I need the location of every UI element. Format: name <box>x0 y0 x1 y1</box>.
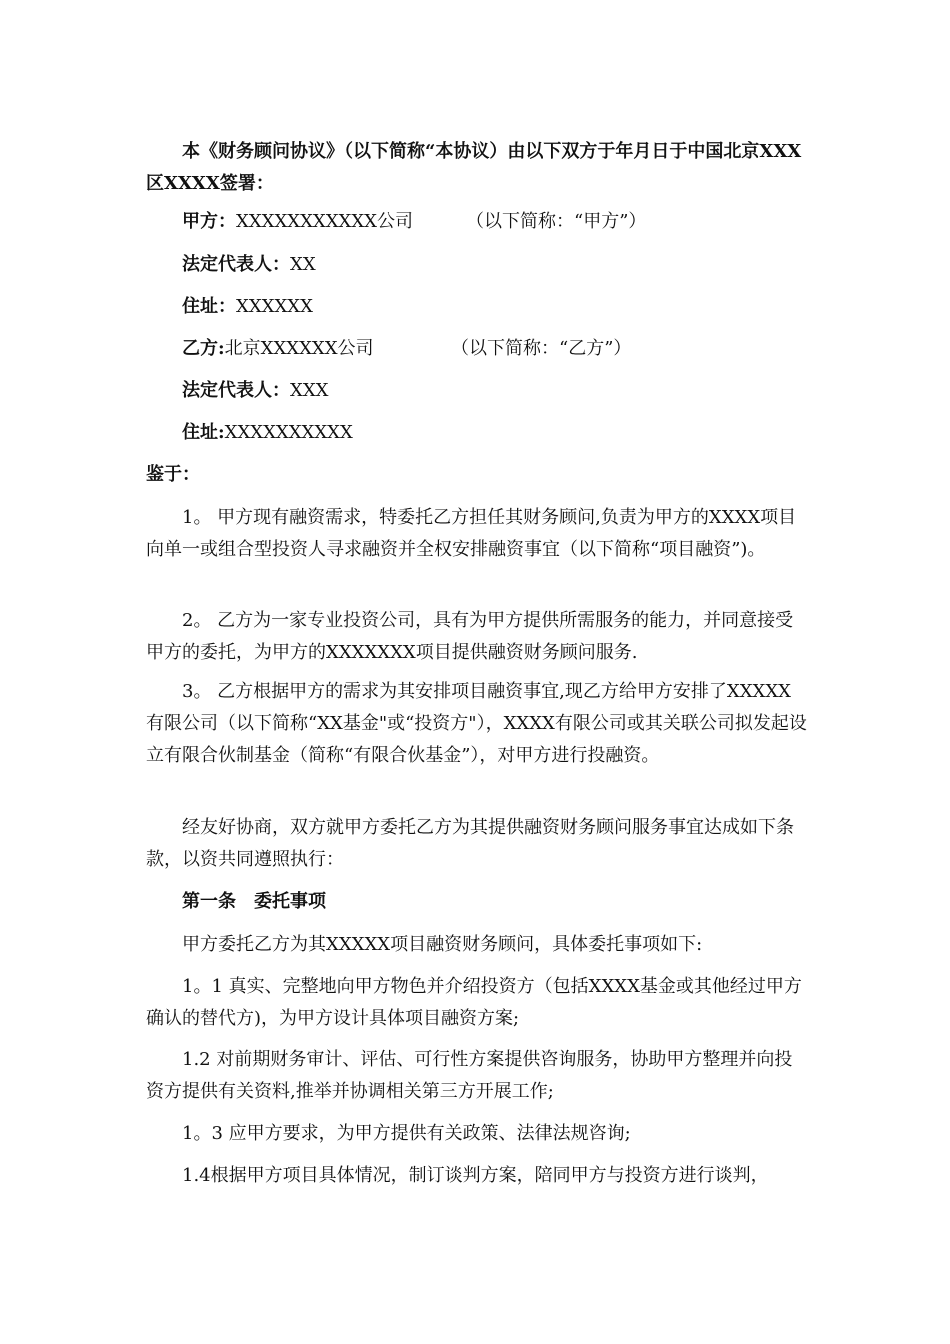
party-a-rep-value: XX <box>290 254 316 275</box>
party-a-name: XXXXXXXXXXX公司 <box>236 211 413 232</box>
party-a-note: （以下简称：“甲方”） <box>466 211 647 232</box>
article-1-item-1: 1。1 真实、完整地向甲方物色并介绍投资方（包括XXXX基金或其他经过甲方确认的替代方)，为甲方设计具体项目融资方案; <box>146 976 802 1029</box>
intro-paragraph: 本《财务顾问协议》（以下简称“本协议）由以下双方于年月日于中国北京XXX区XXXX签署： <box>146 141 802 194</box>
party-b-rep-value: XXX <box>290 380 329 401</box>
party-b-addr-label: 住址: <box>182 422 225 443</box>
party-b-note: （以下简称：“乙方”） <box>451 338 632 359</box>
article-1-item-2: 1.2 对前期财务审计、评估、可行性方案提供咨询服务，协助甲方整理并向投资方提供有关资料,推举并协调相关第三方开展工作; <box>146 1049 793 1102</box>
party-b-addr-line <box>182 417 353 449</box>
party-a-label: 甲方： <box>182 211 236 232</box>
party-a-line <box>182 206 413 238</box>
party-b-addr-value: XXXXXXXXXX <box>224 422 353 443</box>
party-b-rep-label: 法定代表人： <box>182 380 290 401</box>
negotiation-paragraph: 经友好协商，双方就甲方委托乙方为其提供融资财务顾问服务事宜达成如下条款，以资共同遵照执行： <box>146 817 794 870</box>
article-1-lead: 甲方委托乙方为其XXXXX项目融资财务顾问，具体委托事项如下: <box>182 934 703 955</box>
article-1-title: 第一条 委托事项 <box>182 891 326 912</box>
article-1-item-4: 1.4根据甲方项目具体情况，制订谈判方案，陪同甲方与投资方进行谈判， <box>182 1165 769 1186</box>
party-b-line <box>182 333 374 365</box>
whereas-heading: 鉴于： <box>146 464 200 485</box>
whereas-item-3: 3。 乙方根据甲方的需求为其安排项目融资事宜,现乙方给甲方安排了XXXXX有限公司（以下简称“XX基金"或“投资方"），XXXX有限公司或其关联公司拟发起设立有限合伙制基金（简称“有限合伙基金”），对甲方进行投融资。 <box>146 681 807 766</box>
party-a-rep-label: 法定代表人： <box>182 254 290 275</box>
party-a-addr-label: 住址： <box>182 296 236 317</box>
party-b-name: 北京XXXXXX公司 <box>224 338 374 359</box>
whereas-item-1: 1。 甲方现有融资需求，特委托乙方担任其财务顾问,负责为甲方的XXXX项目向单一或组合型投资人寻求融资并全权安排融资事宜（以下简称“项目融资”)。 <box>146 507 797 560</box>
party-b-rep-line <box>182 375 328 407</box>
party-a-addr-line <box>182 291 313 323</box>
article-1-item-3: 1。3 应甲方要求，为甲方提供有关政策、法律法规咨询; <box>182 1123 631 1144</box>
party-b-label: 乙方: <box>182 338 225 359</box>
whereas-item-2: 2。 乙方为一家专业投资公司，具有为甲方提供所需服务的能力，并同意接受甲方的委托，为甲方的XXXXXXX项目提供融资财务顾问服务. <box>146 610 794 663</box>
party-a-addr-value: XXXXXX <box>236 296 313 317</box>
party-a-rep-line <box>182 249 316 281</box>
